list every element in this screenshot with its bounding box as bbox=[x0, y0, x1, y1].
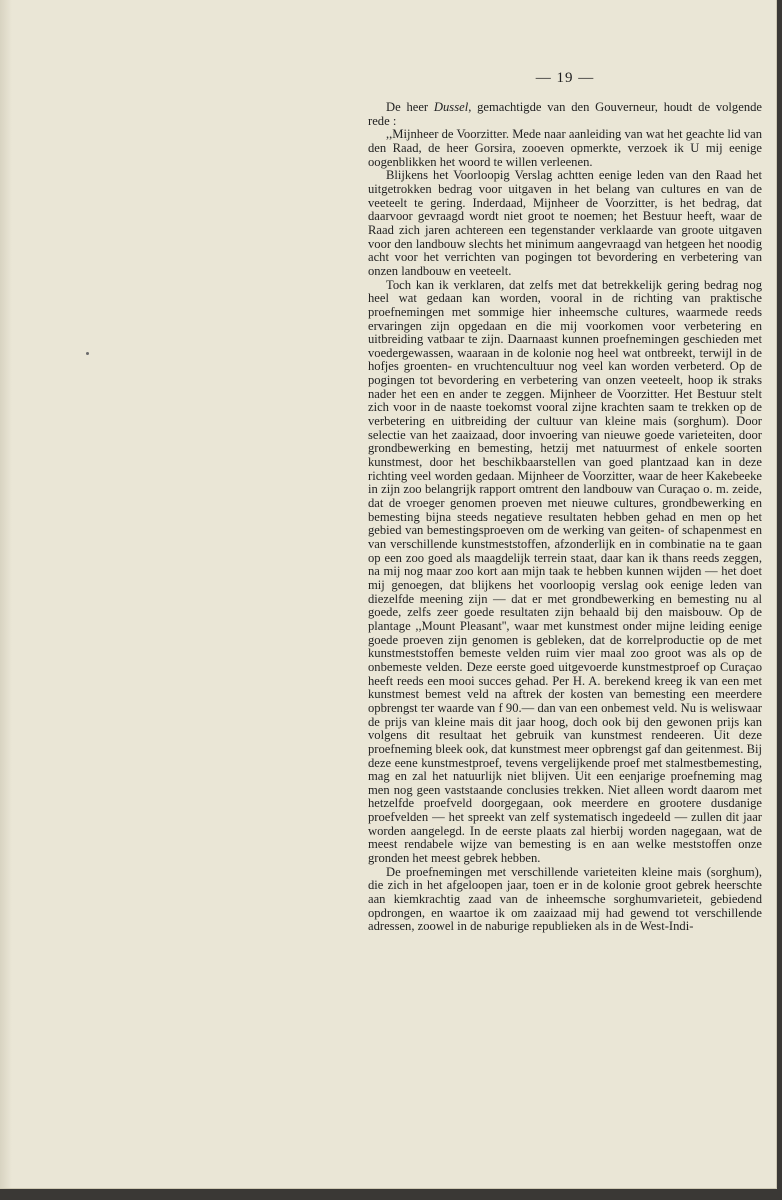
page-gutter-shadow bbox=[0, 0, 12, 1188]
margin-speck bbox=[86, 352, 89, 355]
paragraph-3: Blijkens het Voorloopig Verslag achtten eenige leden van den Raad het uitgetrokken bedrag voor uitgaven in het belang van cultures en van de veeteelt te gering. Inderdaad, Mijnheer de Voorzitter, is het bedrag, dat daarvoor gevraagd wordt niet groot te noemen; het Bestuur heeft, waar de Raad zich jaren achtereen een tegenstander verklaarde van groote uitgaven voor den landbouw slechts het minimum aangevraagd van hetgeen het noodig acht voor het verrichten van pogingen tot bevordering en verbetering van onzen landbouw en veeteelt. bbox=[368, 168, 762, 278]
body-text bbox=[368, 101, 762, 934]
paragraph-5: De proefnemingen met verschillende varieteiten kleine mais (sorghum), die zich in het afgeloopen jaar, toen er in de kolonie groot gebrek heerschte aan kiemkrachtig zaad van de inheemsche sorghumvarieteit, gebiedend opdrongen, en waartoe ik om zaaizaad mij had gewend tot verschillende adressen, zoowel in de naburige republieken als in de West-Indi- bbox=[368, 864, 762, 934]
paragraph-1: De heer Dussel, gemachtigde van den Gouverneur, houdt de volgende rede : bbox=[368, 100, 762, 128]
page-number: — 19 — bbox=[535, 70, 595, 86]
paragraph-4: Toch kan ik verklaren, dat zelfs met dat betrekkelijk gering bedrag nog heel wat gedaan kan worden, vooral in de richting van praktische proefnemingen met sommige hier inheemsche cultures, waarmede reeds ervaringen zijn opgedaan en die mij voorkomen voor verbetering en uitbreiding vatbaar te zijn. Daarnaast kunnen proefnemingen geschieden met voedergewassen, waaraan in de kolonie nog heel wat ontbreekt, terwijl in de hofjes groenten- en vruchtencultuur nog veel kan worden verbeterd. Op de pogingen tot bevordering en verbetering van onzen veeteelt, hoop ik straks nader het een en ander te zeggen. Mijnheer de Voorzitter. Het Bestuur stelt zich voor in de naaste toekomst vooral zijne krachten saam te trekken op de verbetering en uitbreiding der cultuur van kleine mais (sorghum). Door selectie van het zaaizaad, door invoering van nieuwe goede varieteiten, door grondbewerking en bemesting, hetzij met natuurmest of enkele soorten kunstmest, door het beschikbaarstellen van goed plantzaad kan in deze richting veel worden gedaan. Mijnheer de Voorzitter, waar de heer Kakebeeke in zijn zoo belangrijk rapport omtrent den landbouw van Curaçao o. m. zeide, dat de vroeger genomen proeven met nieuwe cultures, grondbewerking en bemesting bijna steeds negatieve resultaten hebben gehad en men op het gebied van bemestingsproeven om de werking van geiten- of schapenmest en van verschillende kunstmeststoffen, afzonderlijk en in combinatie na te gaan op een zoo goed als maagdelijk terrein staat, daar kan ik thans reeds zeggen, na mij nog maar zoo kort aan mijn taak te hebben kunnen wijden — het doet mij genoegen, dat blijkens het voorloopig verslag ook eenige leden van diezelfde meening zijn — dat er met grondbewerking en bemesting nu al goede, zelfs zeer goede resultaten zijn behaald bij den maisbouw. Op de plantage ,,Mount Pleasant'', waar met kunstmest onder mijne leiding eenige goede proeven zijn genomen is gebleken, dat de korrelproductie op de met kunstmeststoffen bemeste velden ruim vier maal zoo groot was als op de onbemeste velden. Deze eerste goed uitgevoerde kunstmestproef op Curaçao heeft reeds een mooi succes gehad. Per H. A. berekend kreeg ik van een met kunstmest bemest veld na aftrek der kosten van bemesting een meerdere opbrengst ter waarde van f 90.— dan van een onbemest veld. Nu is weliswaar de prijs van kleine mais dit jaar hoog, doch ook bij den gewonen prijs kan volgens dit resultaat het gebruik van kunstmest rendeeren. Uit deze proefneming bleek ook, dat kunstmest meer opbrengst gaf dan geitenmest. Bij deze eene kunstmestproef, tevens vergelijkende proef met stalmestbemesting, mag en zal het natuurlijk niet blijven. Uit een eenjarige proefneming mag men nog geen vaststaande conclusies trekken. Niet alleen wordt daarom met hetzelfde proefveld doorgegaan, ook meerdere en grootere dusdanige proefvelden — het spreekt van zelf systematisch ingedeeld — zullen dit jaar worden aangelegd. In de eerste plaats zal hierbij worden nagegaan, wat de meest rendabele wijze van bemesting is en aan welke meststoffen onze gronden het meest gebrek hebben. bbox=[368, 277, 762, 866]
speaker-name: Dussel bbox=[433, 100, 469, 114]
paragraph-2: ,,Mijnheer de Voorzitter. Mede naar aanleiding van wat het geachte lid van den Raad, de heer Gorsira, zooeven opmerkte, verzoek ik U mij eenige oogenblikken het woord te willen verleenen. bbox=[368, 127, 762, 169]
